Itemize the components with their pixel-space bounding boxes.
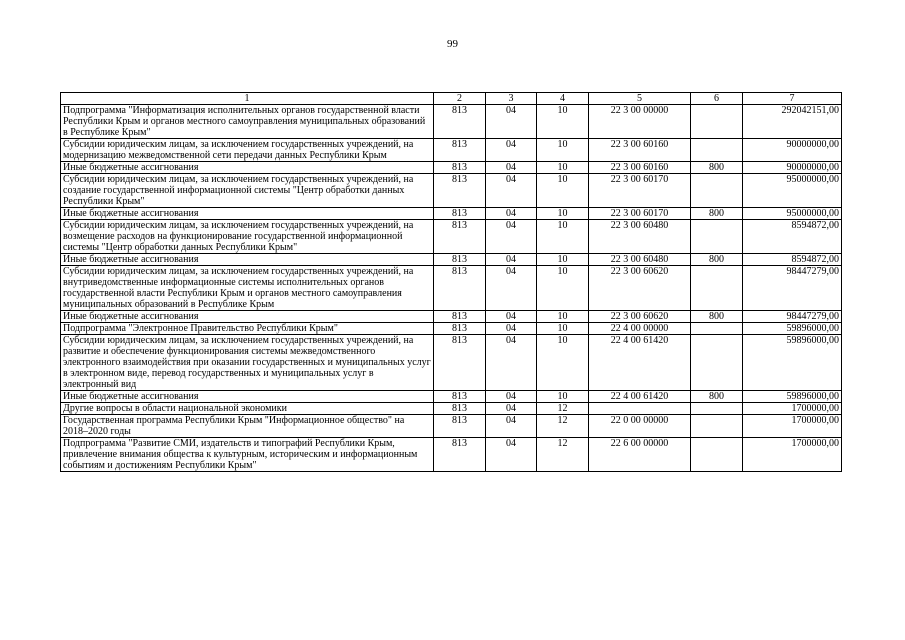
row-ministry-code: 813 xyxy=(434,139,486,162)
table-row xyxy=(61,174,842,208)
row-ministry-code: 813 xyxy=(434,335,486,391)
table-row xyxy=(61,266,842,311)
row-section-code: 04 xyxy=(486,162,537,174)
row-expense-type xyxy=(691,174,743,208)
row-section-code: 04 xyxy=(486,438,537,472)
row-name: Другие вопросы в области национальной экономики xyxy=(61,403,434,415)
row-amount: 98447279,00 xyxy=(743,311,842,323)
row-ministry-code: 813 xyxy=(434,415,486,438)
row-ministry-code: 813 xyxy=(434,391,486,403)
table-row xyxy=(61,220,842,254)
row-section-code: 04 xyxy=(486,208,537,220)
table-row xyxy=(61,311,842,323)
row-expense-type: 800 xyxy=(691,254,743,266)
table-row xyxy=(61,415,842,438)
row-subsection-code: 10 xyxy=(537,174,589,208)
row-amount: 98447279,00 xyxy=(743,266,842,311)
row-section-code: 04 xyxy=(486,220,537,254)
row-amount: 1700000,00 xyxy=(743,415,842,438)
row-subsection-code: 10 xyxy=(537,220,589,254)
row-ministry-code: 813 xyxy=(434,220,486,254)
row-subsection-code: 10 xyxy=(537,139,589,162)
row-amount: 1700000,00 xyxy=(743,438,842,472)
row-subsection-code: 12 xyxy=(537,403,589,415)
row-target-article: 22 6 00 00000 xyxy=(589,438,691,472)
row-ministry-code: 813 xyxy=(434,323,486,335)
row-target-article: 22 3 00 60160 xyxy=(589,139,691,162)
row-target-article: 22 4 00 61420 xyxy=(589,391,691,403)
row-expense-type xyxy=(691,415,743,438)
row-ministry-code: 813 xyxy=(434,311,486,323)
row-subsection-code: 10 xyxy=(537,311,589,323)
row-target-article: 22 3 00 60480 xyxy=(589,220,691,254)
row-name: Иные бюджетные ассигнования xyxy=(61,254,434,266)
row-amount: 8594872,00 xyxy=(743,220,842,254)
row-expense-type xyxy=(691,323,743,335)
row-ministry-code: 813 xyxy=(434,208,486,220)
row-amount: 90000000,00 xyxy=(743,162,842,174)
row-target-article: 22 3 00 60620 xyxy=(589,266,691,311)
row-subsection-code: 10 xyxy=(537,323,589,335)
row-amount: 8594872,00 xyxy=(743,254,842,266)
row-target-article: 22 4 00 61420 xyxy=(589,335,691,391)
row-amount: 59896000,00 xyxy=(743,391,842,403)
row-target-article: 22 3 00 60480 xyxy=(589,254,691,266)
table-row xyxy=(61,391,842,403)
row-subsection-code: 10 xyxy=(537,266,589,311)
row-subsection-code: 10 xyxy=(537,254,589,266)
row-expense-type xyxy=(691,403,743,415)
row-name: Государственная программа Республики Крым "Информационное общество" на 2018–2020 годы xyxy=(61,415,434,438)
table-row xyxy=(61,335,842,391)
row-subsection-code: 10 xyxy=(537,208,589,220)
row-section-code: 04 xyxy=(486,254,537,266)
row-expense-type: 800 xyxy=(691,162,743,174)
table-row xyxy=(61,403,842,415)
row-section-code: 04 xyxy=(486,105,537,139)
row-ministry-code: 813 xyxy=(434,174,486,208)
table-row xyxy=(61,323,842,335)
row-expense-type xyxy=(691,105,743,139)
row-subsection-code: 12 xyxy=(537,438,589,472)
row-ministry-code: 813 xyxy=(434,254,486,266)
row-name: Субсидии юридическим лицам, за исключением государственных учреждений, на возмещение расходов на функционирование государственной информационной системы "Центр обработки данных Республики Крым" xyxy=(61,220,434,254)
row-amount: 59896000,00 xyxy=(743,335,842,391)
row-amount: 292042151,00 xyxy=(743,105,842,139)
row-section-code: 04 xyxy=(486,323,537,335)
row-name: Подпрограмма "Информатизация исполнительных органов государственной власти Республики Крым и органов местного самоуправления муниципальных образований в Республике Крым" xyxy=(61,105,434,139)
row-ministry-code: 813 xyxy=(434,403,486,415)
row-section-code: 04 xyxy=(486,311,537,323)
table-row xyxy=(61,162,842,174)
row-expense-type xyxy=(691,438,743,472)
row-target-article: 22 3 00 60170 xyxy=(589,208,691,220)
row-expense-type: 800 xyxy=(691,391,743,403)
column-header: 7 xyxy=(743,93,842,105)
table-row xyxy=(61,105,842,139)
row-expense-type xyxy=(691,139,743,162)
column-header: 5 xyxy=(589,93,691,105)
row-amount: 95000000,00 xyxy=(743,174,842,208)
row-section-code: 04 xyxy=(486,335,537,391)
row-expense-type xyxy=(691,220,743,254)
row-target-article xyxy=(589,403,691,415)
page-number: 99 xyxy=(447,38,458,50)
row-target-article: 22 0 00 00000 xyxy=(589,415,691,438)
row-name: Субсидии юридическим лицам, за исключением государственных учреждений, на модернизацию межведомственной сети передачи данных Республики Крым xyxy=(61,139,434,162)
column-header-row xyxy=(61,93,842,105)
row-target-article: 22 3 00 00000 xyxy=(589,105,691,139)
row-name: Иные бюджетные ассигнования xyxy=(61,208,434,220)
row-target-article: 22 3 00 60160 xyxy=(589,162,691,174)
table-row xyxy=(61,254,842,266)
row-subsection-code: 10 xyxy=(537,162,589,174)
row-section-code: 04 xyxy=(486,415,537,438)
row-amount: 90000000,00 xyxy=(743,139,842,162)
row-ministry-code: 813 xyxy=(434,105,486,139)
row-section-code: 04 xyxy=(486,174,537,208)
row-section-code: 04 xyxy=(486,391,537,403)
row-name: Иные бюджетные ассигнования xyxy=(61,311,434,323)
budget-table xyxy=(60,92,842,472)
column-header: 1 xyxy=(61,93,434,105)
row-target-article: 22 3 00 60620 xyxy=(589,311,691,323)
row-subsection-code: 12 xyxy=(537,415,589,438)
row-target-article: 22 4 00 00000 xyxy=(589,323,691,335)
row-name: Иные бюджетные ассигнования xyxy=(61,162,434,174)
row-ministry-code: 813 xyxy=(434,266,486,311)
row-name: Подпрограмма "Электронное Правительство Республики Крым" xyxy=(61,323,434,335)
row-name: Субсидии юридическим лицам, за исключением государственных учреждений, на создание государственной информационной системы "Центр обработки данных Республики Крым" xyxy=(61,174,434,208)
table-row xyxy=(61,139,842,162)
row-expense-type: 800 xyxy=(691,311,743,323)
column-header: 3 xyxy=(486,93,537,105)
table-row xyxy=(61,208,842,220)
row-subsection-code: 10 xyxy=(537,335,589,391)
row-section-code: 04 xyxy=(486,403,537,415)
row-amount: 59896000,00 xyxy=(743,323,842,335)
row-name: Иные бюджетные ассигнования xyxy=(61,391,434,403)
row-amount: 95000000,00 xyxy=(743,208,842,220)
row-expense-type xyxy=(691,266,743,311)
row-expense-type: 800 xyxy=(691,208,743,220)
row-target-article: 22 3 00 60170 xyxy=(589,174,691,208)
row-name: Подпрограмма "Развитие СМИ, издательств и типографий Республики Крым, привлечение внимания общества к культурным, историческим и информационным событиям и достижениям Республики Крым" xyxy=(61,438,434,472)
row-section-code: 04 xyxy=(486,139,537,162)
row-name: Субсидии юридическим лицам, за исключением государственных учреждений, на развитие и обеспечение функционирования системы межведомственного электронного взаимодействия при оказании государственных и муниципальных услуг в электронном виде, перевод государственных и муниципальных услуг в электронный вид xyxy=(61,335,434,391)
row-ministry-code: 813 xyxy=(434,438,486,472)
column-header: 4 xyxy=(537,93,589,105)
row-ministry-code: 813 xyxy=(434,162,486,174)
table-row xyxy=(61,438,842,472)
row-amount: 1700000,00 xyxy=(743,403,842,415)
row-subsection-code: 10 xyxy=(537,105,589,139)
row-subsection-code: 10 xyxy=(537,391,589,403)
row-name: Субсидии юридическим лицам, за исключением государственных учреждений, на внутриведомственные информационные системы исполнительных органов государственной власти Республики Крым и органов местного самоуправления муниципальных образований в Республике Крым xyxy=(61,266,434,311)
row-expense-type xyxy=(691,335,743,391)
column-header: 6 xyxy=(691,93,743,105)
column-header: 2 xyxy=(434,93,486,105)
row-section-code: 04 xyxy=(486,266,537,311)
